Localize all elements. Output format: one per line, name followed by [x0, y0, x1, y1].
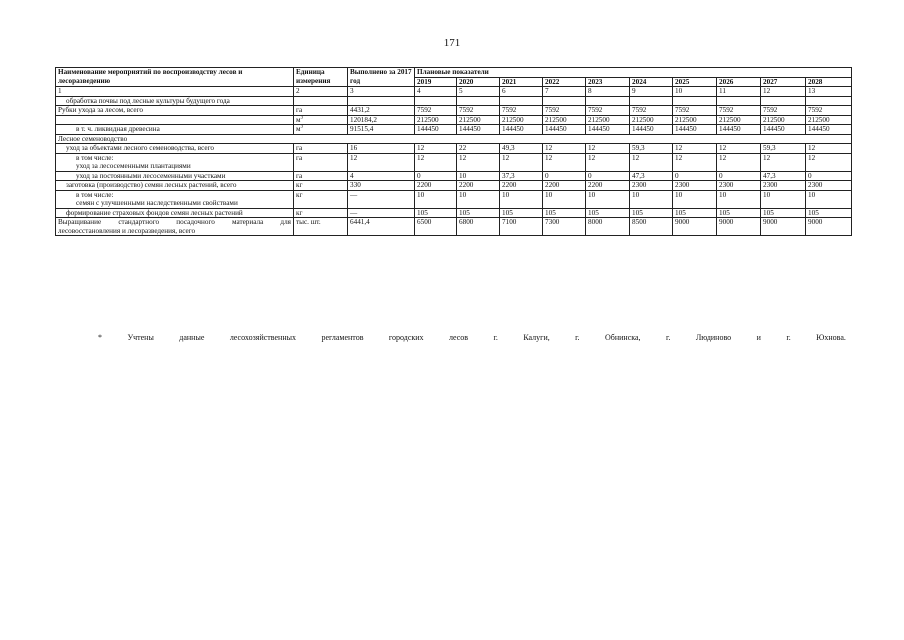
row-unit	[294, 96, 348, 106]
row-plan-value: 12	[673, 144, 717, 154]
table-row	[56, 125, 852, 135]
table-row	[56, 115, 852, 125]
header-done: Выполнено за 2017 год	[348, 68, 415, 87]
row-done-2017: 4431,2	[348, 106, 415, 116]
row-plan-value: 12	[673, 153, 717, 171]
row-plan-value: 0	[586, 171, 630, 181]
column-number: 13	[806, 87, 852, 97]
row-plan-value: 10	[806, 190, 852, 208]
row-done-2017: 330	[348, 181, 415, 191]
row-plan-value: 144450	[761, 125, 806, 135]
row-plan-value: 59,3	[761, 144, 806, 154]
header-name: Наименование мероприятий по воспроизводству лесов и лесоразведению	[56, 68, 294, 87]
row-unit: тыс. шт.	[294, 218, 348, 236]
row-plan-value: 212500	[717, 115, 761, 125]
row-plan-value: 6800	[457, 218, 500, 236]
table-row	[56, 208, 852, 218]
row-plan-value: 0	[717, 171, 761, 181]
header-unit: Единица измерения	[294, 68, 348, 87]
row-plan-value: 10	[630, 190, 673, 208]
row-name: обработка почвы под лесные культуры будущего года	[56, 96, 294, 106]
row-plan-value: 105	[500, 208, 543, 218]
row-name: формирование страховых фондов семян лесных растений	[56, 208, 294, 218]
row-unit: га	[294, 153, 348, 171]
row-name: в т. ч. ликвидная древесина	[56, 125, 294, 135]
row-plan-value: 7592	[500, 106, 543, 116]
row-plan-value: 212500	[457, 115, 500, 125]
row-done-2017: 12	[348, 153, 415, 171]
header-year: 2024	[630, 77, 673, 87]
row-name: заготовка (производство) семян лесных растений, всего	[56, 181, 294, 191]
row-plan-value: 10	[586, 190, 630, 208]
footnote-marker: *	[98, 333, 102, 342]
table-row	[56, 171, 852, 181]
row-plan-value: 0	[806, 171, 852, 181]
row-done-2017: 91515,4	[348, 125, 415, 135]
row-plan-value	[543, 96, 586, 106]
row-plan-value: 10	[673, 190, 717, 208]
footnote-word: регламентов	[321, 333, 364, 342]
header-year: 2023	[586, 77, 630, 87]
row-plan-value: 105	[717, 208, 761, 218]
header-year: 2026	[717, 77, 761, 87]
row-plan-value: 0	[673, 171, 717, 181]
header-year: 2021	[500, 77, 543, 87]
row-plan-value: 212500	[415, 115, 457, 125]
footnote-word: г.	[493, 333, 498, 342]
footnote-word: г.	[666, 333, 671, 342]
row-plan-value: 105	[586, 208, 630, 218]
row-plan-value: 7592	[543, 106, 586, 116]
row-done-2017	[348, 96, 415, 106]
row-plan-value	[630, 96, 673, 106]
row-plan-value: 2300	[806, 181, 852, 191]
table-row	[56, 96, 852, 106]
table-row	[56, 106, 852, 116]
table-row	[56, 218, 852, 236]
row-plan-value: 8000	[586, 218, 630, 236]
row-plan-value: 7100	[500, 218, 543, 236]
row-plan-value: 12	[415, 144, 457, 154]
row-done-2017: —	[348, 208, 415, 218]
row-plan-value: 22	[457, 144, 500, 154]
row-plan-value: 12	[717, 153, 761, 171]
footnote-word: Учтены	[127, 333, 154, 342]
row-plan-value: 9000	[761, 218, 806, 236]
row-plan-value: 12	[586, 144, 630, 154]
row-plan-value: 0	[415, 171, 457, 181]
row-plan-value: 212500	[543, 115, 586, 125]
row-plan-value: 212500	[761, 115, 806, 125]
row-plan-value: 105	[673, 208, 717, 218]
row-name: Выращивание стандартного посадочного материала для лесовосстановления и лесоразведения, всего	[56, 218, 294, 236]
column-number: 2	[294, 87, 348, 97]
row-plan-value: 10	[543, 190, 586, 208]
footnote-word: лесов	[448, 333, 469, 342]
row-plan-value: 212500	[586, 115, 630, 125]
column-number: 7	[543, 87, 586, 97]
row-plan-value: 12	[457, 153, 500, 171]
table-row	[56, 134, 852, 144]
row-unit: га	[294, 171, 348, 181]
row-plan-value: 7592	[717, 106, 761, 116]
row-name: уход за объектами лесного семеноводства, всего	[56, 144, 294, 154]
row-plan-value	[415, 96, 457, 106]
footnote-word: данные	[179, 333, 205, 342]
row-plan-value: 12	[500, 153, 543, 171]
row-plan-value: 10	[500, 190, 543, 208]
column-number: 12	[761, 87, 806, 97]
row-plan-value	[457, 96, 500, 106]
row-plan-value: 144450	[630, 125, 673, 135]
row-unit: кг	[294, 208, 348, 218]
row-plan-value: 7592	[673, 106, 717, 116]
row-plan-value: 37,3	[500, 171, 543, 181]
row-plan-value: 105	[761, 208, 806, 218]
row-plan-value: 9000	[717, 218, 761, 236]
row-plan-value: 144450	[457, 125, 500, 135]
row-plan-value: 2300	[630, 181, 673, 191]
row-plan-value: 7300	[543, 218, 586, 236]
row-plan-value: 10	[761, 190, 806, 208]
row-plan-value: 7592	[415, 106, 457, 116]
row-plan-value: 212500	[630, 115, 673, 125]
row-plan-value: 47,3	[630, 171, 673, 181]
row-plan-value: 2200	[457, 181, 500, 191]
table-row	[56, 190, 852, 208]
row-plan-value	[761, 96, 806, 106]
row-unit: кг	[294, 181, 348, 191]
row-name: в том числе: семян с улучшенными наследственными свойствами	[56, 190, 294, 208]
row-plan-value: 2200	[500, 181, 543, 191]
row-plan-value	[673, 96, 717, 106]
forest-reproduction-table	[55, 67, 852, 236]
footnote-word: Обнинска,	[605, 333, 641, 342]
row-name	[56, 115, 294, 125]
row-done-2017: 6441,4	[348, 218, 415, 236]
row-plan-value: 12	[806, 144, 852, 154]
column-number: 6	[500, 87, 543, 97]
row-plan-value: 144450	[586, 125, 630, 135]
row-plan-value: 49,3	[500, 144, 543, 154]
footnote	[98, 333, 846, 342]
row-plan-value: 7592	[761, 106, 806, 116]
table-row	[56, 144, 852, 154]
header-year: 2027	[761, 77, 806, 87]
row-plan-value: 8500	[630, 218, 673, 236]
row-plan-value: 7592	[457, 106, 500, 116]
row-plan-value	[806, 96, 852, 106]
footnote-word: г.	[786, 333, 791, 342]
column-number: 8	[586, 87, 630, 97]
row-unit: га	[294, 144, 348, 154]
row-unit: $м^3$	[294, 115, 348, 125]
column-number: 4	[415, 87, 457, 97]
footnote-word: и	[756, 333, 761, 342]
row-plan-value: 2300	[717, 181, 761, 191]
row-unit: га	[294, 106, 348, 116]
page-number: 171	[443, 37, 461, 49]
footnote-word: Людиново	[695, 333, 732, 342]
column-number: 11	[717, 87, 761, 97]
row-plan-value: 2200	[415, 181, 457, 191]
row-plan-value: 2300	[673, 181, 717, 191]
header-year: 2025	[673, 77, 717, 87]
row-plan-value: 47,3	[761, 171, 806, 181]
row-plan-value: 105	[630, 208, 673, 218]
row-plan-value: 144450	[543, 125, 586, 135]
header-year: 2022	[543, 77, 586, 87]
row-done-2017: —	[348, 190, 415, 208]
row-plan-value: 144450	[717, 125, 761, 135]
column-number: 9	[630, 87, 673, 97]
footnote-word: городских	[388, 333, 424, 342]
row-plan-value: 10	[717, 190, 761, 208]
row-done-2017: 16	[348, 144, 415, 154]
row-plan-value	[586, 96, 630, 106]
row-plan-value: 105	[457, 208, 500, 218]
row-plan-value: 9000	[673, 218, 717, 236]
table-row	[56, 181, 852, 191]
row-plan-value: 7592	[586, 106, 630, 116]
row-plan-value: 212500	[500, 115, 543, 125]
header-year: 2020	[457, 77, 500, 87]
row-plan-value: 2200	[586, 181, 630, 191]
header-year: 2028	[806, 77, 852, 87]
row-unit: кг	[294, 190, 348, 208]
row-plan-value: 212500	[673, 115, 717, 125]
row-plan-value: 12	[806, 153, 852, 171]
row-plan-value: 59,3	[630, 144, 673, 154]
row-plan-value: 6500	[415, 218, 457, 236]
row-plan-value: 144450	[673, 125, 717, 135]
column-number: 5	[457, 87, 500, 97]
row-plan-value: 12	[543, 144, 586, 154]
row-name: уход за постоянными лесосеменными участками	[56, 171, 294, 181]
row-plan-value: 7592	[630, 106, 673, 116]
row-plan-value: 12	[415, 153, 457, 171]
row-plan-value: 144450	[415, 125, 457, 135]
column-number: 10	[673, 87, 717, 97]
header-plan: Плановые показатели	[415, 68, 852, 78]
row-plan-value	[500, 96, 543, 106]
column-number: 1	[56, 87, 294, 97]
row-plan-value: 10	[415, 190, 457, 208]
row-done-2017: 4	[348, 171, 415, 181]
footnote-word: лесохозяйственных	[229, 333, 296, 342]
row-plan-value: 144450	[500, 125, 543, 135]
column-number: 3	[348, 87, 415, 97]
row-plan-value: 2200	[543, 181, 586, 191]
row-plan-value: 10	[457, 171, 500, 181]
row-plan-value: 12	[717, 144, 761, 154]
header-year: 2019	[415, 77, 457, 87]
row-plan-value: 10	[457, 190, 500, 208]
row-name: Лесное семеноводство	[56, 134, 852, 144]
footnote-word: Юхнова.	[816, 333, 846, 342]
row-plan-value: 212500	[806, 115, 852, 125]
row-plan-value: 144450	[806, 125, 852, 135]
row-plan-value: 12	[630, 153, 673, 171]
row-plan-value: 105	[806, 208, 852, 218]
footnote-word: г.	[575, 333, 580, 342]
row-plan-value: 7592	[806, 106, 852, 116]
row-plan-value: 0	[543, 171, 586, 181]
row-plan-value: 9000	[806, 218, 852, 236]
row-name: в том числе: уход за лесосеменными плантациями	[56, 153, 294, 171]
row-plan-value: 105	[543, 208, 586, 218]
row-plan-value: 12	[543, 153, 586, 171]
row-plan-value: 105	[415, 208, 457, 218]
row-plan-value: 2300	[761, 181, 806, 191]
footnote-word: Калуги,	[523, 333, 550, 342]
row-unit: $м^3$	[294, 125, 348, 135]
row-name: Рубки ухода за лесом, всего	[56, 106, 294, 116]
table-row	[56, 153, 852, 171]
row-plan-value	[717, 96, 761, 106]
row-done-2017: 120184,2	[348, 115, 415, 125]
row-plan-value: 12	[586, 153, 630, 171]
row-plan-value: 12	[761, 153, 806, 171]
